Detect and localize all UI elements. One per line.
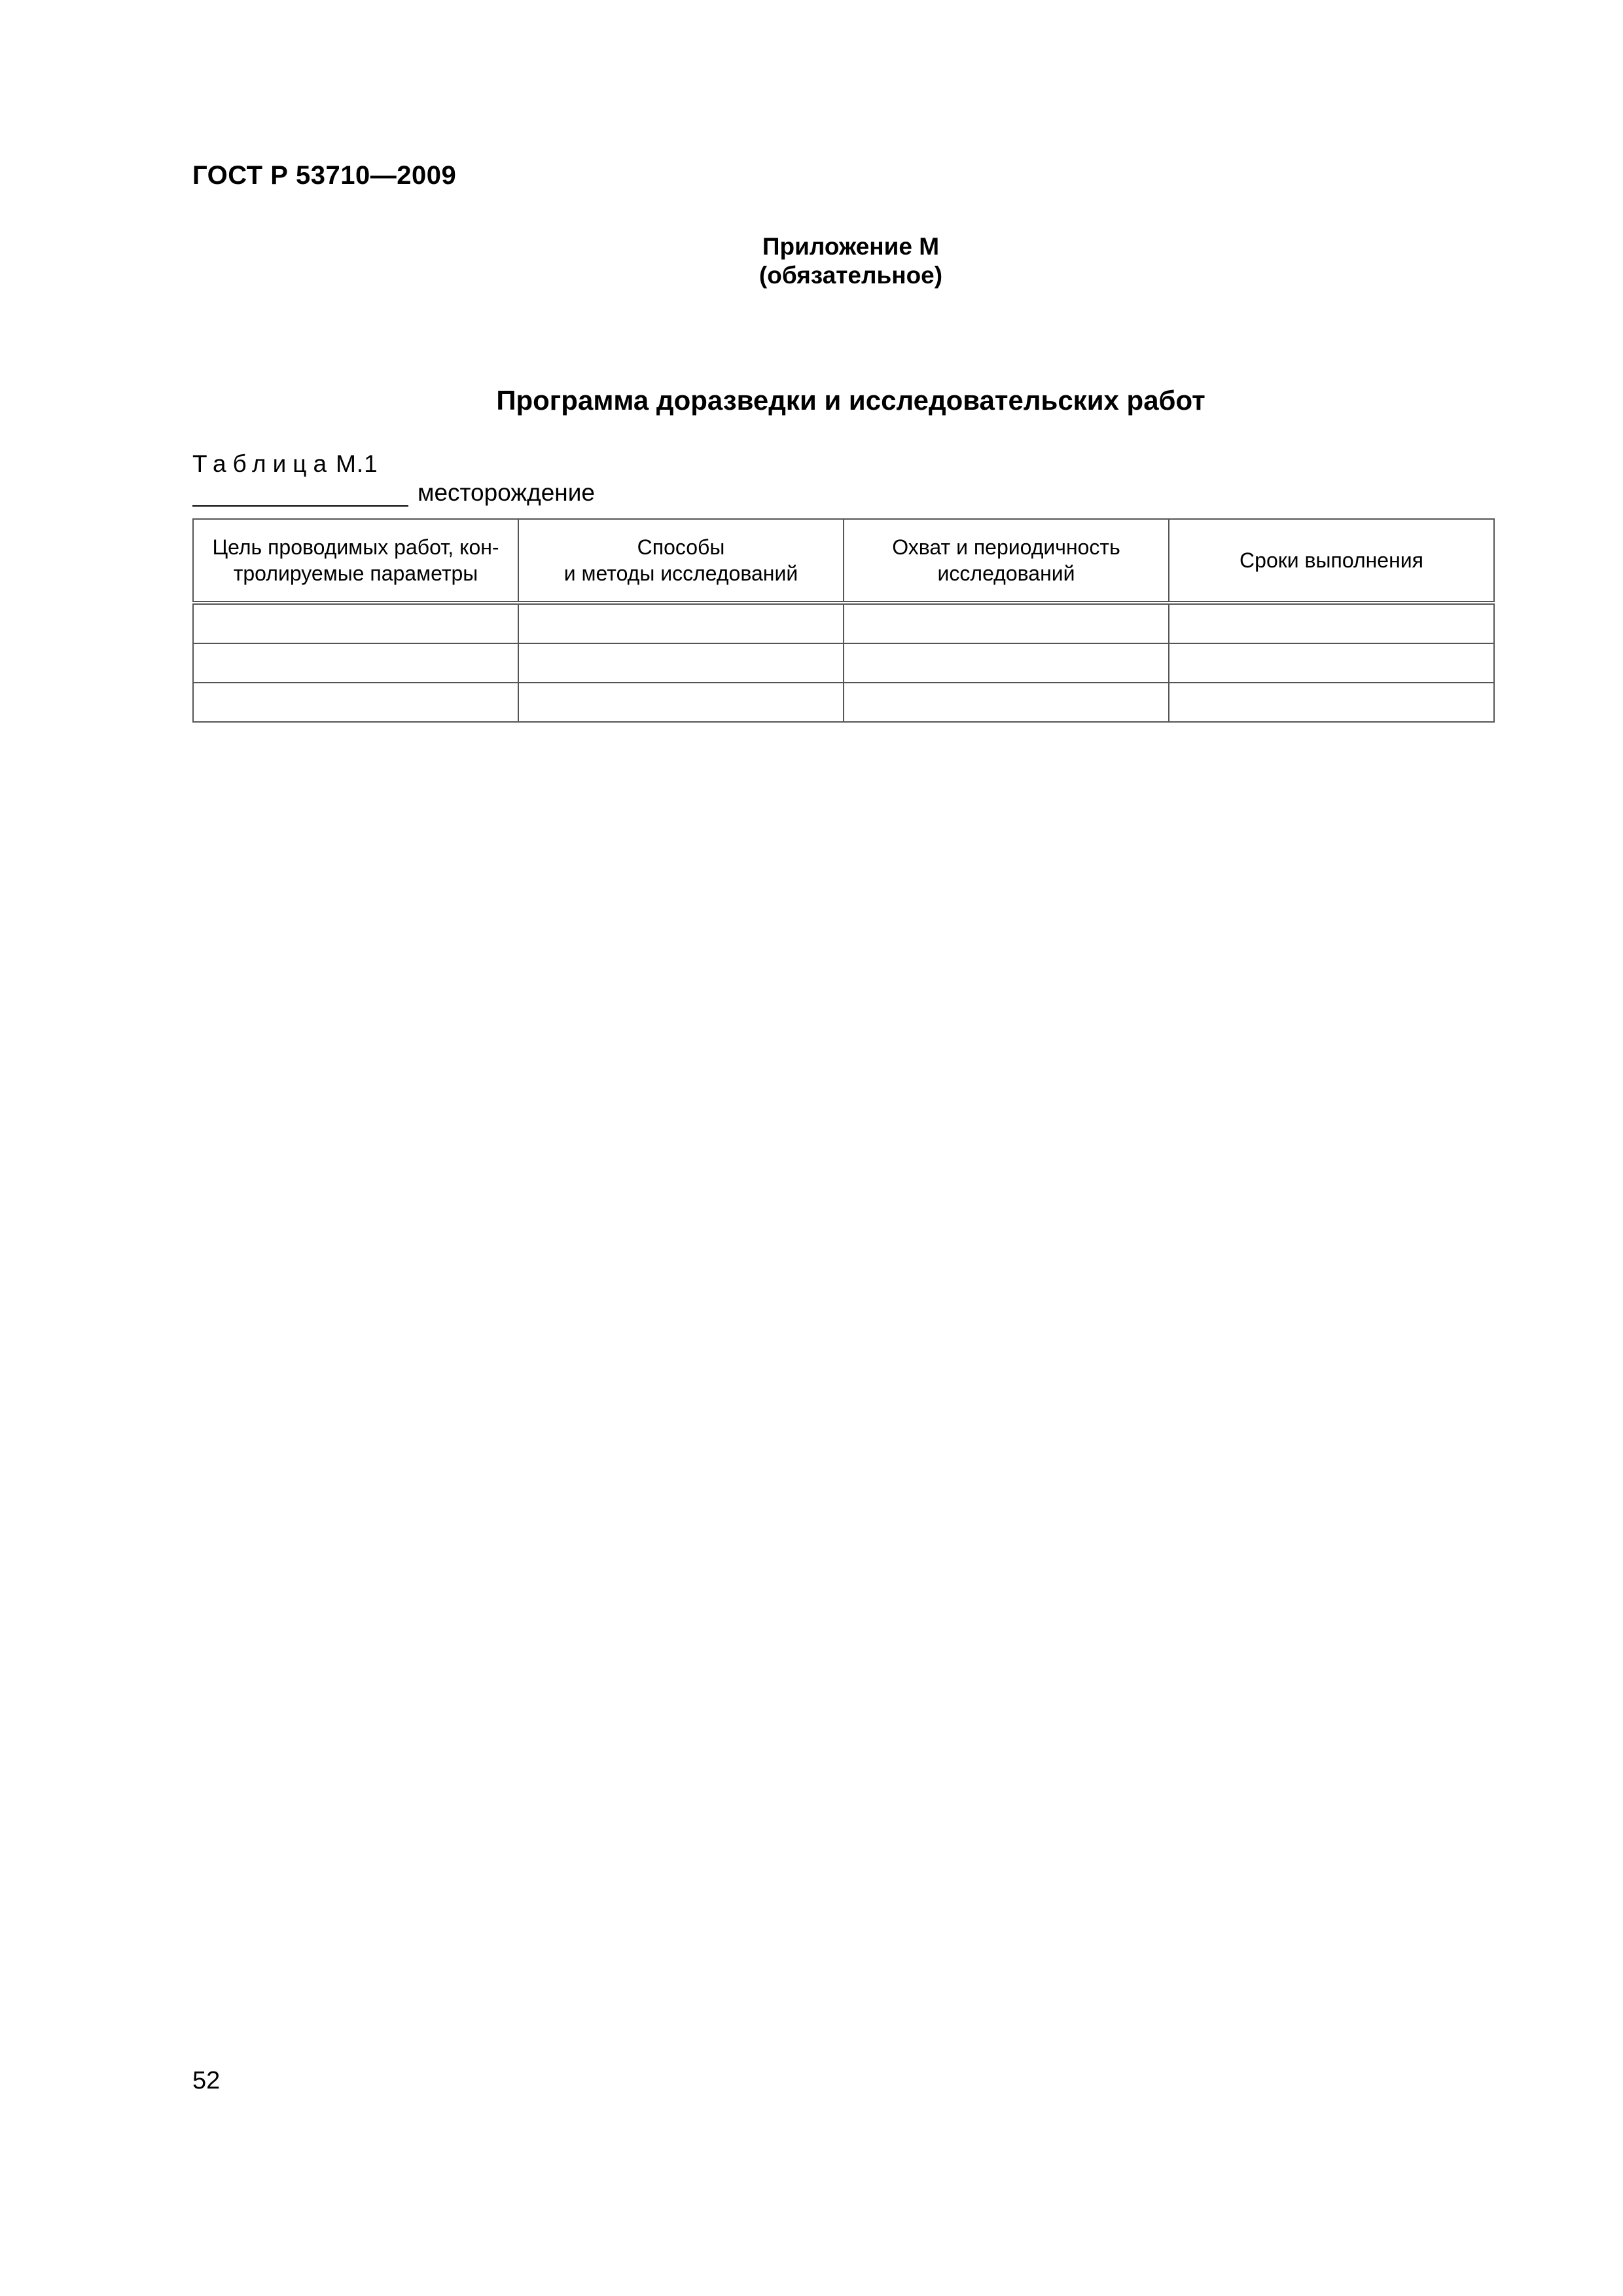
column-header-goal-line1: Цель проводимых работ, кон- <box>212 535 499 559</box>
table-cell <box>844 603 1169 643</box>
deposit-name-blank <box>192 479 408 507</box>
table-cell <box>844 643 1169 683</box>
column-header-goal <box>193 519 518 603</box>
table-cell <box>518 683 844 722</box>
column-header-methods-line2: и методы исследований <box>563 562 798 585</box>
table-row <box>193 603 1494 643</box>
table-cell <box>518 643 844 683</box>
table-cell <box>193 603 518 643</box>
table-cell <box>193 683 518 722</box>
column-header-deadlines-line1: Сроки выполнения <box>1240 548 1423 572</box>
document-title: Программа доразведки и исследовательских работ <box>496 385 1205 416</box>
column-header-goal-line2: тролируемые параметры <box>233 562 478 585</box>
column-header-coverage-line1: Охват и периодичность <box>892 535 1120 559</box>
deposit-field-line <box>192 479 595 507</box>
table-cell <box>1169 603 1494 643</box>
appendix-status: (обязательное) <box>758 262 943 289</box>
page-number: 52 <box>192 2067 221 2094</box>
column-header-coverage-line2: исследований <box>937 562 1075 585</box>
table-row <box>193 683 1494 722</box>
table-header-row <box>193 519 1494 603</box>
table-caption <box>192 450 378 478</box>
column-header-methods-line1: Способы <box>637 535 725 559</box>
table-cell <box>1169 643 1494 683</box>
research-program-table <box>192 518 1495 723</box>
table-cell <box>844 683 1169 722</box>
table-cell <box>1169 683 1494 722</box>
table-row <box>193 643 1494 683</box>
column-header-methods <box>518 519 844 603</box>
table-caption-prefix: Таблица <box>192 450 334 477</box>
table-cell <box>193 643 518 683</box>
column-header-deadlines <box>1169 519 1494 603</box>
document-id: ГОСТ Р 53710—2009 <box>192 161 457 190</box>
table-cell <box>518 603 844 643</box>
table-caption-number: М.1 <box>336 450 378 477</box>
appendix-title: Приложение М <box>762 233 940 260</box>
column-header-coverage <box>844 519 1169 603</box>
deposit-field-label: месторождение <box>418 479 595 506</box>
